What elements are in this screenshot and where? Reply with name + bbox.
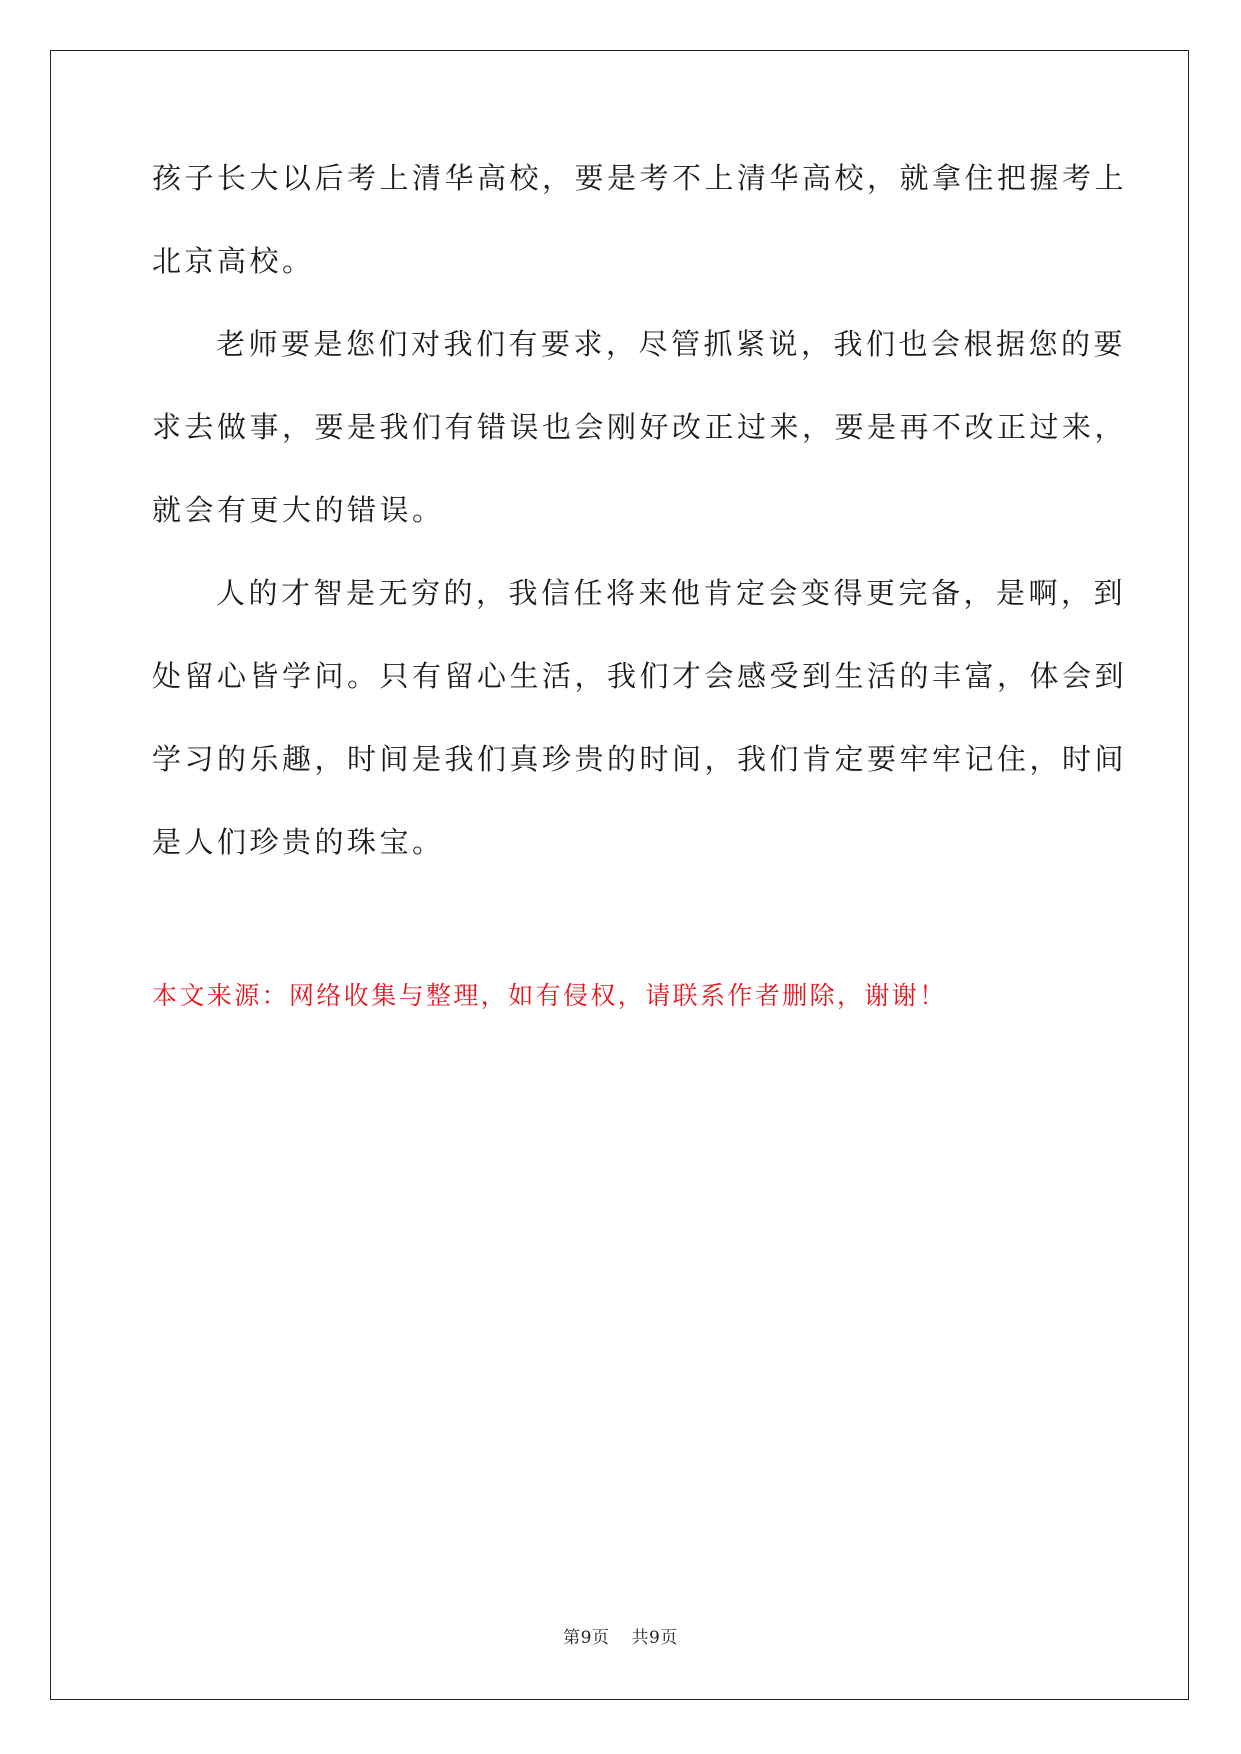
paragraph-2-line-1: 老师要是您们对我们有要求，尽管抓紧说，我们也会根据您的要 bbox=[216, 327, 1127, 361]
paragraph-3-line-3: 学习的乐趣，时间是我们真珍贵的时间，我们肯定要牢牢记住，时间 bbox=[152, 742, 1128, 776]
paragraph-3-line-2: 处留心皆学问。只有留心生活，我们才会感受到生活的丰富，体会到 bbox=[152, 659, 1128, 693]
page-number: 第9页 bbox=[563, 1628, 610, 1648]
paragraph-2-line-3: 就会有更大的错误。 bbox=[152, 493, 445, 527]
paragraph-3-line-4: 是人们珍贵的珠宝。 bbox=[152, 825, 445, 859]
page-total: 共9页 bbox=[631, 1628, 678, 1648]
document-body bbox=[152, 160, 1128, 907]
source-note: 本文来源：网络收集与整理，如有侵权，请联系作者删除，谢谢！ bbox=[152, 981, 947, 1010]
paragraph-1-line-2: 北京高校。 bbox=[152, 244, 315, 278]
paragraph-2-line-2: 求去做事，要是我们有错误也会刚好改正过来，要是再不改正过来， bbox=[152, 410, 1128, 444]
paragraph-1-line-1: 孩子长大以后考上清华高校，要是考不上清华高校，就拿住把握考上 bbox=[152, 161, 1128, 195]
paragraph-3-line-1: 人的才智是无穷的，我信任将来他肯定会变得更完备，是啊，到 bbox=[216, 576, 1127, 610]
page-footer bbox=[0, 1623, 1241, 1648]
